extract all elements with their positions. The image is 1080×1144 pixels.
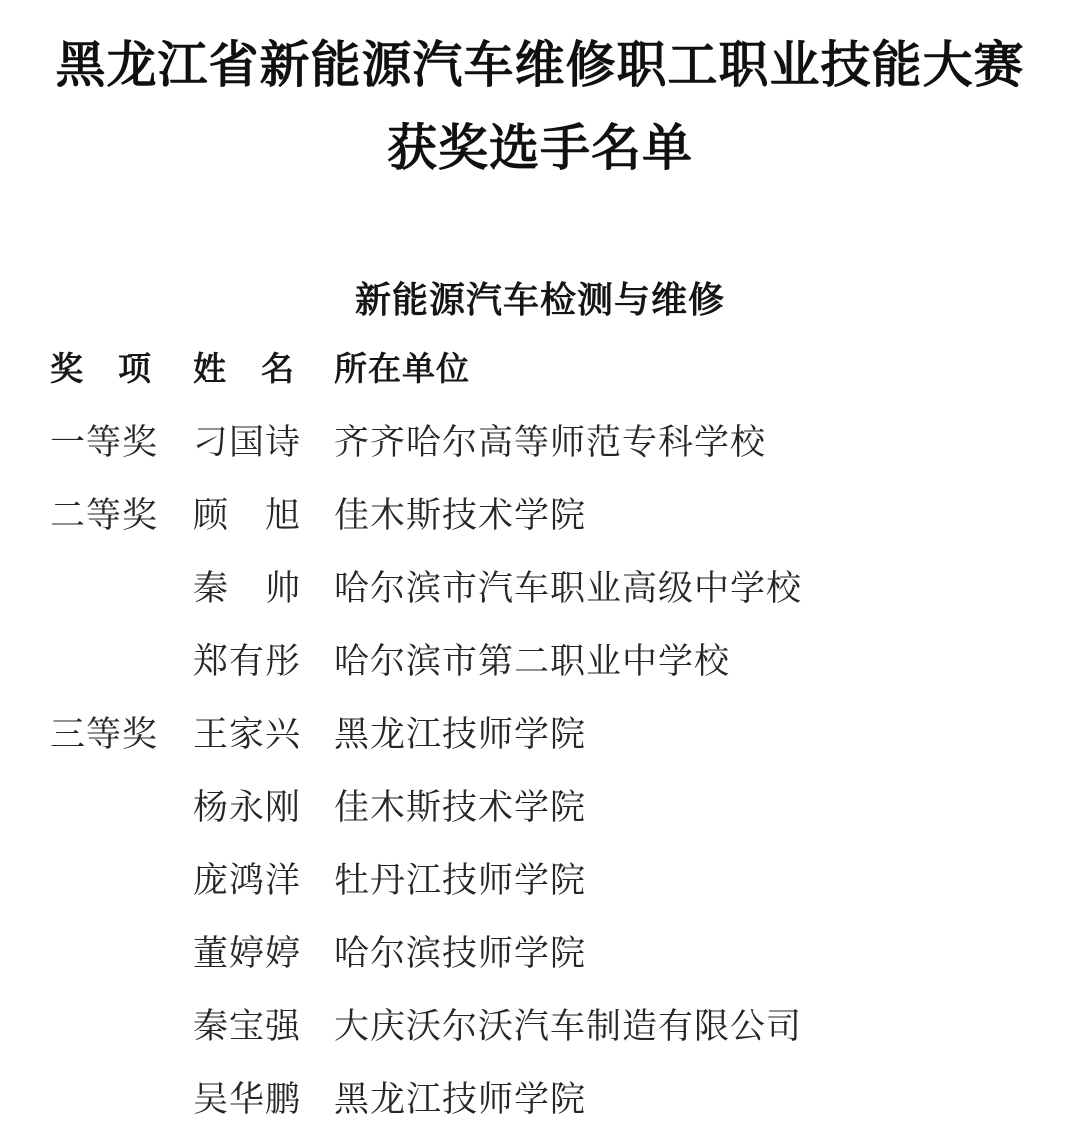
name-cell: 董婷婷 (193, 933, 302, 973)
section-title: 新能源汽车检测与维修 (354, 280, 725, 320)
header-org: 所在单位 (334, 350, 470, 387)
table-row (50, 549, 1040, 622)
header-award: 奖 项 (50, 350, 152, 387)
page-title-line1: 黑龙江省新能源汽车维修职工职业技能大赛 (55, 37, 1025, 93)
name-cell: 顾 旭 (193, 495, 302, 535)
name-cell: 郑有彤 (193, 641, 302, 681)
name-cell: 秦宝强 (193, 1006, 302, 1046)
table-row (50, 695, 1040, 768)
page-title (0, 24, 1080, 190)
table-row (50, 476, 1040, 549)
org-cell: 黑龙江技师学院 (334, 1079, 587, 1119)
table-row (50, 1060, 1040, 1133)
award-cell: 二等奖 (50, 495, 159, 535)
table-row (50, 403, 1040, 476)
org-cell: 哈尔滨技师学院 (334, 933, 587, 973)
winners-table (50, 330, 1040, 1133)
table-row (50, 987, 1040, 1060)
table-row (50, 914, 1040, 987)
org-cell: 黑龙江技师学院 (334, 714, 587, 754)
award-cell: 一等奖 (50, 422, 159, 462)
page-title-line2: 获奖选手名单 (387, 120, 693, 176)
org-cell: 佳木斯技术学院 (334, 787, 587, 827)
name-cell: 吴华鹏 (193, 1079, 302, 1119)
org-cell: 哈尔滨市第二职业中学校 (334, 641, 731, 681)
name-cell: 王家兴 (193, 714, 302, 754)
org-cell: 齐齐哈尔高等师范专科学校 (334, 422, 767, 462)
table-header-row (50, 330, 1040, 403)
award-cell: 三等奖 (50, 714, 159, 754)
name-cell: 庞鸿洋 (193, 860, 302, 900)
table-row (50, 622, 1040, 695)
header-name: 姓 名 (193, 350, 295, 387)
table-row (50, 768, 1040, 841)
name-cell: 杨永刚 (193, 787, 302, 827)
name-cell: 刁国诗 (193, 422, 302, 462)
org-cell: 牡丹江技师学院 (334, 860, 587, 900)
name-cell: 秦 帅 (193, 568, 302, 608)
org-cell: 佳木斯技术学院 (334, 495, 587, 535)
table-row (50, 841, 1040, 914)
org-cell: 哈尔滨市汽车职业高级中学校 (334, 568, 803, 608)
org-cell: 大庆沃尔沃汽车制造有限公司 (334, 1006, 803, 1046)
